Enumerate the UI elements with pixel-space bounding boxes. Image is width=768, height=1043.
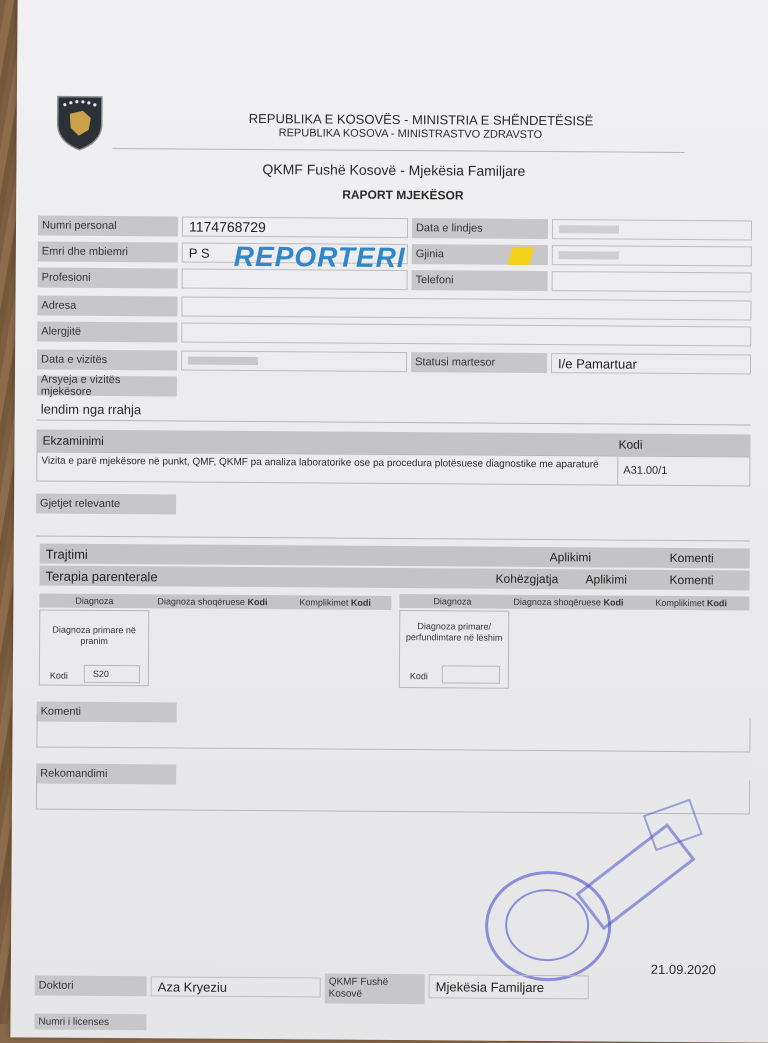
profesioni-value	[182, 269, 408, 291]
doktori-value: Aza Kryeziu	[151, 976, 321, 997]
diag-right-header: Diagnoza Diagnoza shoqëruese Kodi Komplikimet Kodi	[399, 594, 749, 610]
data-vizites-label: Data e vizitës	[37, 350, 177, 371]
arsyeja-label: Arsyeja e vizitës mjekësore	[37, 376, 177, 397]
terapia-aplikimi: Aplikimi	[585, 572, 627, 587]
trajtimi-label: Trajtimi	[45, 546, 88, 562]
alergjite-label: Alergjitë	[37, 322, 177, 343]
diag-left-header: Diagnoza Diagnoza shoqëruese Kodi Komplikimet Kodi	[39, 594, 391, 610]
ekzaminimi-description: Vizita e parë mjekësore në punkt, QMF, QKMF pa analiza laboratorike ose pa procedura plotësuese diagnostike me aparaturë	[41, 455, 599, 471]
rekomandimi-label: Rekomandimi	[36, 764, 176, 785]
data-lindjes-label: Data e lindjes	[412, 218, 548, 239]
telefoni-label: Telefoni	[412, 270, 548, 291]
ministry-title-line1: REPUBLIKA E KOSOVËS - MINISTRIA E SHËNDETËSISË	[248, 110, 594, 129]
kosovo-emblem-icon	[55, 94, 105, 152]
arsyeja-value: lendim nga rrahja	[40, 401, 142, 418]
diag-right-primary-box	[399, 610, 510, 689]
ekzaminimi-label: Ekzaminimi	[42, 433, 104, 448]
terapia-label: Terapia parenterale	[45, 568, 158, 584]
trajtimi-komenti: Komenti	[669, 550, 714, 566]
ministry-title-line2: REPUBLIKA KOSOVA - MINISTRASTVO ZDRAVSTO	[278, 127, 543, 142]
telefoni-value	[552, 271, 752, 292]
reporteri-watermark: REPORTERI	[233, 240, 406, 274]
data-lindjes-value	[552, 219, 752, 240]
diag-right-primary: Diagnoza primare/ perfundimtare në lëshim	[405, 621, 503, 643]
gjetjet-label: Gjetjet relevante	[36, 494, 176, 515]
diag-left-code-field: S20	[84, 665, 140, 683]
institution-title: QKMF Fushë Kosovë - Mjekësia Familjare	[262, 161, 526, 179]
document-title: RAPORT MJEKËSOR	[342, 187, 464, 203]
terapia-kohezgjatja: Kohëzgjatja	[495, 571, 559, 587]
komenti-area	[36, 714, 750, 753]
ekzaminimi-kodi-label: Kodi	[618, 437, 643, 452]
statusi-value: I/e Pamartuar	[551, 353, 751, 374]
gjinia-value	[552, 245, 752, 266]
medical-report-paper	[10, 0, 768, 1043]
diag-left-primary-box	[39, 610, 150, 687]
round-stamp-inner	[505, 889, 590, 962]
data-vizites-value	[181, 351, 407, 373]
statusi-label: Statusi martesor	[411, 352, 547, 373]
trajtimi-aplikimi: Aplikimi	[549, 550, 592, 565]
diag-left-kodi-label: Kodi	[49, 670, 68, 681]
diag-right-code-field	[442, 665, 500, 683]
ekzaminimi-code: A31.00/1	[623, 464, 668, 477]
emri-value: P S	[182, 243, 408, 265]
numri-licenses-label: Numri i licenses	[34, 1014, 146, 1031]
profesioni-label: Profesioni	[38, 268, 178, 289]
numri-personal-label: Numri personal	[38, 216, 178, 237]
doktori-label: Doktori	[35, 976, 147, 997]
komenti-label: Komenti	[37, 702, 177, 723]
rekomandimi-area	[36, 776, 750, 815]
trajtimi-header	[40, 544, 750, 569]
terapia-header	[39, 566, 749, 591]
ekzaminimi-row	[36, 452, 750, 487]
terapia-komenti: Komenti	[669, 572, 714, 588]
diag-right-kodi-label: Kodi	[409, 671, 428, 682]
report-date: 21.09.2020	[650, 961, 716, 978]
alergjite-value	[181, 323, 751, 347]
adresa-label: Adresa	[37, 296, 177, 317]
adresa-value	[181, 297, 751, 321]
gjinia-label: Gjinia	[412, 244, 548, 265]
diag-left-primary: Diagnoza primare në pranim	[52, 624, 136, 647]
emri-label: Emri dhe mbiemri	[38, 242, 178, 263]
qkmf-footer-value: Mjekësia Familjare	[429, 974, 589, 999]
qkmf-footer-label: QKMF Fushë Kosovë	[325, 974, 425, 1005]
numri-personal-value: 1174768729	[182, 217, 408, 239]
